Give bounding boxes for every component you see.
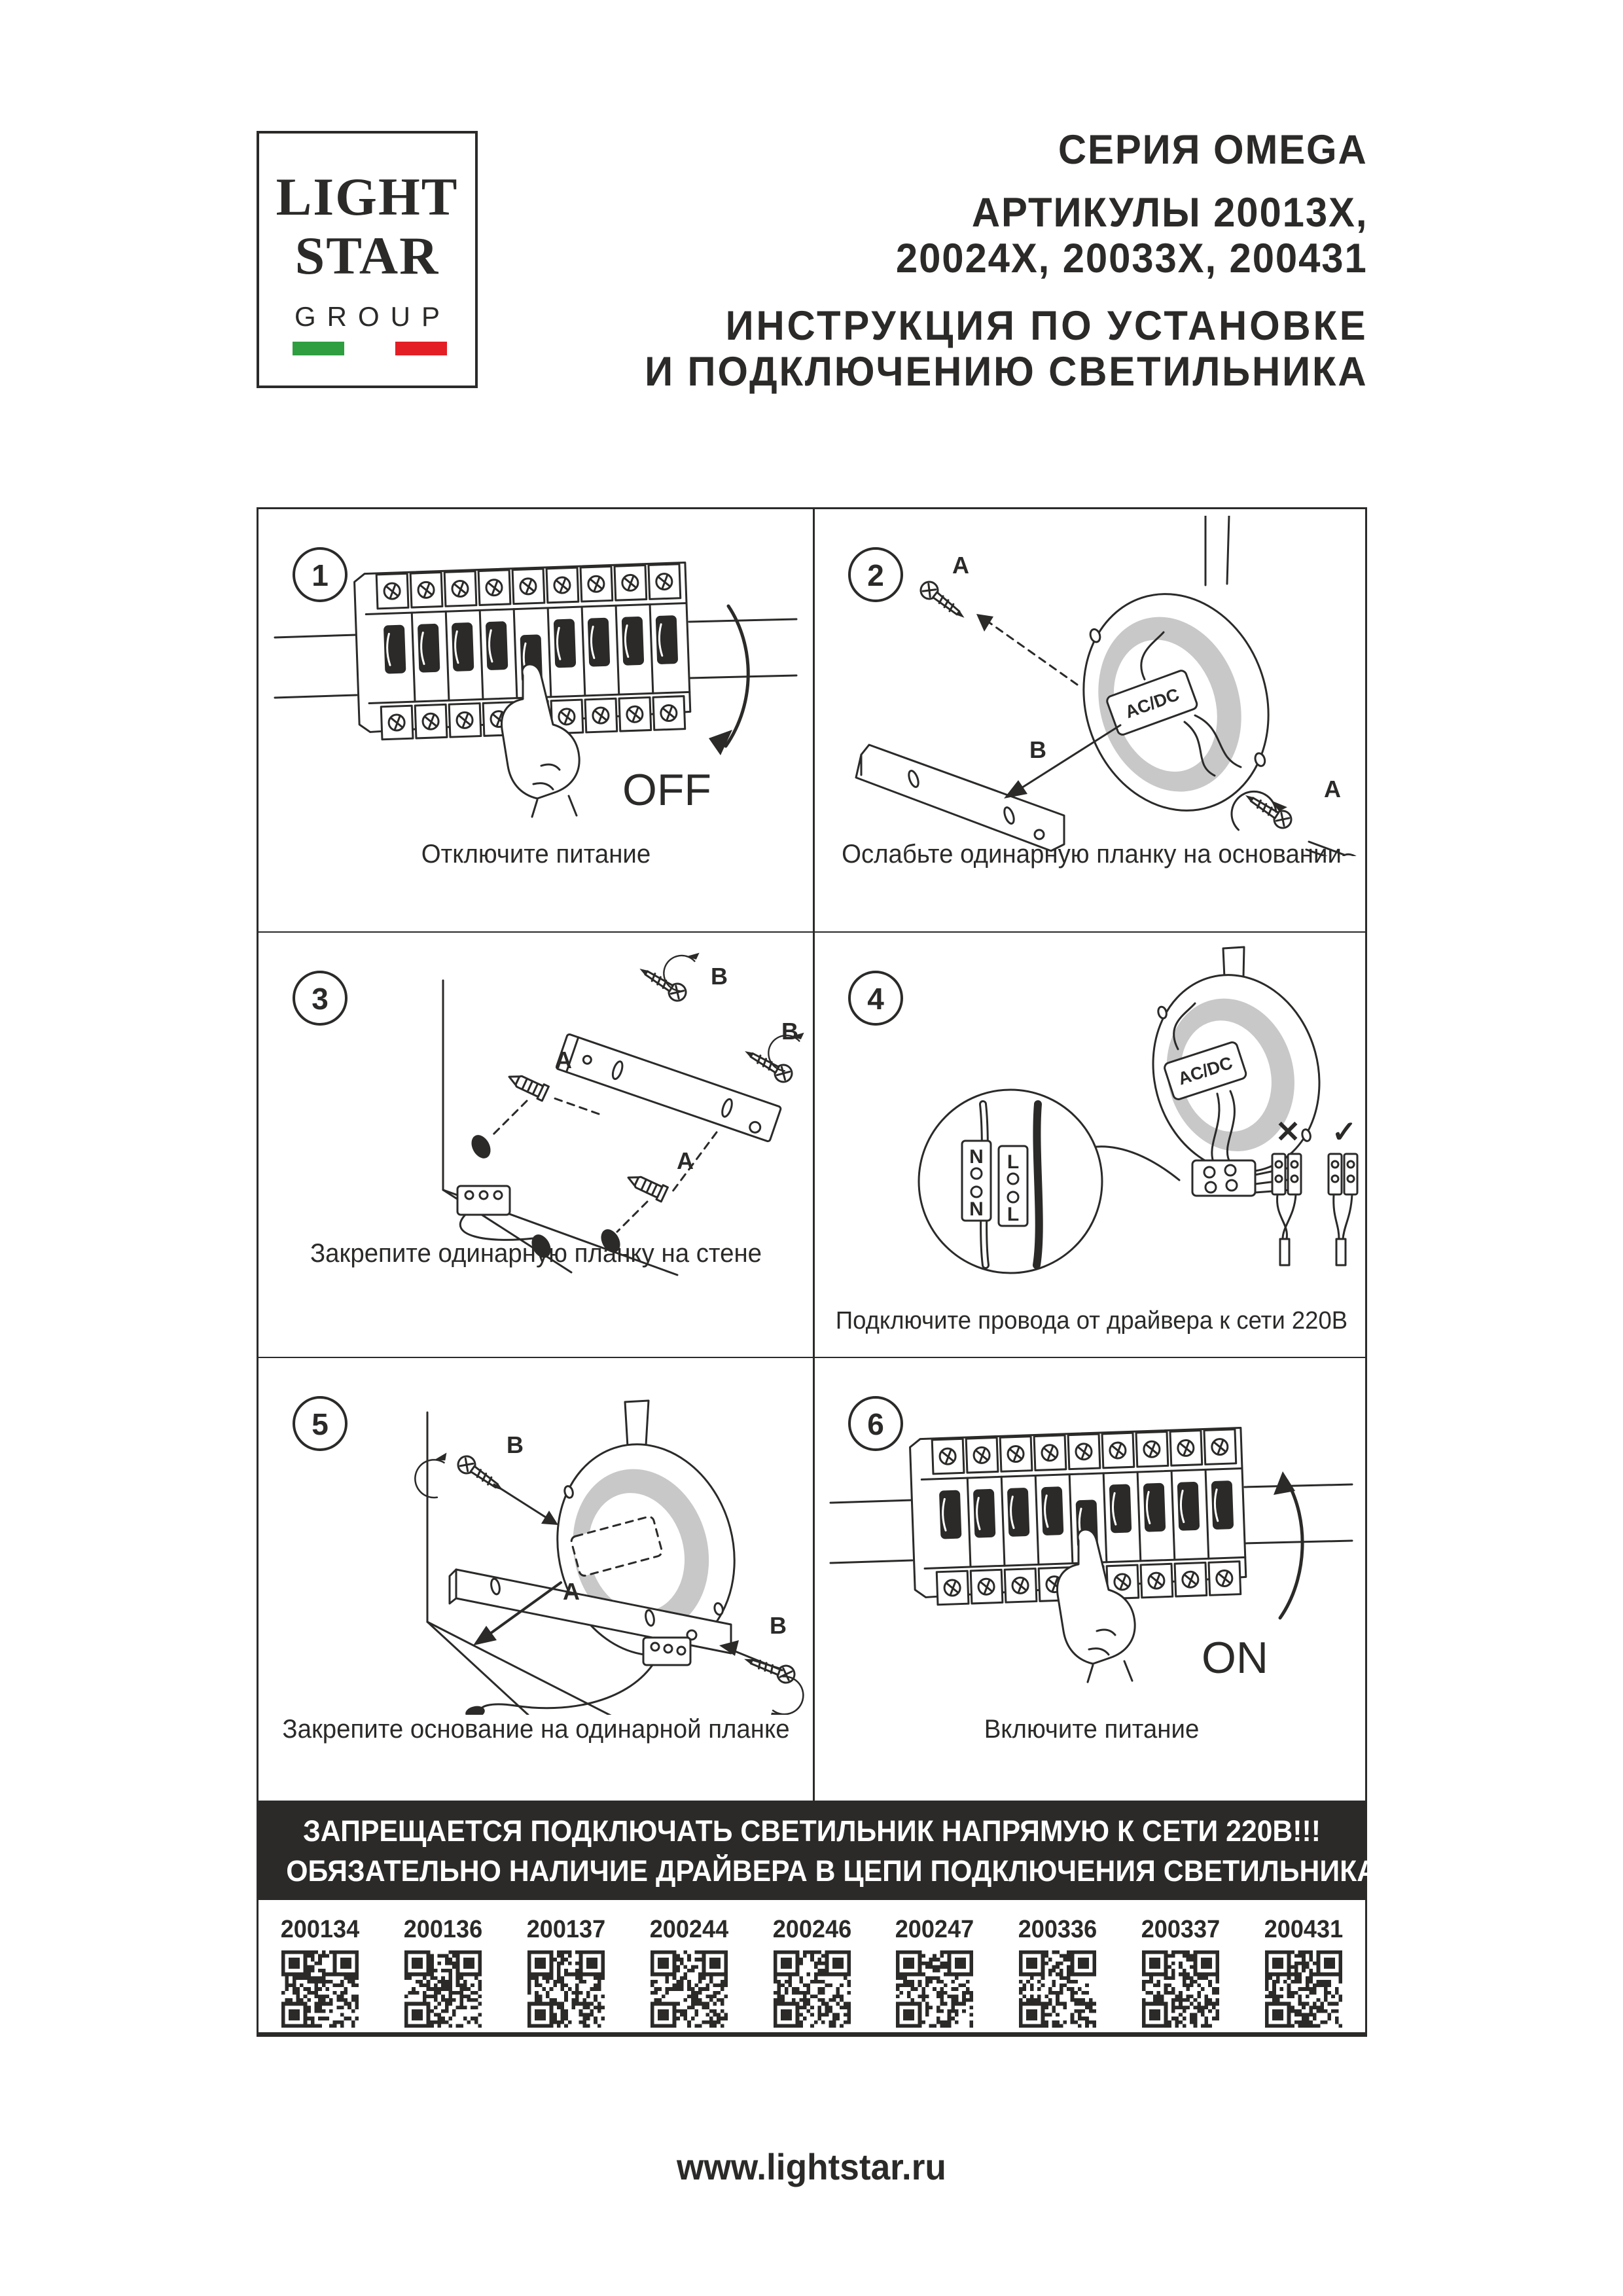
qr-column: [259, 1900, 382, 2039]
qr-column: [1119, 1900, 1242, 2039]
step-number-1: 1: [293, 547, 348, 602]
dowel-a2-label: A: [677, 1147, 694, 1174]
article-number: 200336: [1018, 1916, 1097, 1943]
step-4-caption: Подключите провода от драйвера к сети 220В: [835, 1307, 1348, 1335]
lightstar-logo: [257, 131, 478, 388]
qr-column: [1242, 1900, 1365, 2039]
warning-line-1: ЗАПРЕЩАЕТСЯ ПОДКЛЮЧАТЬ СВЕТИЛЬНИК НАПРЯМУЮ К СЕТИ 220В!!!: [302, 1814, 1321, 1848]
step-number-3: 3: [293, 971, 348, 1026]
step-3-panel: [259, 933, 813, 1357]
step-5-panel: [259, 1358, 813, 1801]
series-title: СЕРИЯ OMEGA: [1058, 127, 1368, 173]
qr-column: [996, 1900, 1119, 2039]
qr-column: [628, 1900, 751, 2039]
step-4-panel: [814, 933, 1369, 1357]
screw-a2-label: A: [1324, 776, 1341, 802]
article-number: 200246: [772, 1916, 851, 1943]
website-url: www.lightstar.ru: [677, 2146, 946, 2187]
logo-light: LIGHT: [276, 167, 459, 226]
terminal-n-top-label: N: [969, 1146, 984, 1168]
qr-code: [1019, 1950, 1096, 2028]
warning-line-2: ОБЯЗАТЕЛЬНО НАЛИЧИЕ ДРАЙВЕРА В ЦЕПИ ПОДКЛЮЧЕНИЯ СВЕТИЛЬНИКА!!!: [286, 1854, 1405, 1888]
screw-b2-label: B: [781, 1018, 798, 1045]
step-2-caption: Ослабьте одинарную планку на основании: [842, 840, 1342, 869]
step-3-caption: Закрепите одинарную планку на стене: [310, 1239, 762, 1268]
screw-a1-label: A: [952, 552, 969, 579]
article-number: 200247: [895, 1916, 974, 1943]
screw-b1-label: B: [711, 963, 728, 990]
right-mark: ✓: [1331, 1115, 1357, 1149]
terminal-l-bottom-label: L: [1007, 1204, 1020, 1225]
step-number-6: 6: [848, 1396, 903, 1451]
qr-column: [873, 1900, 996, 2039]
step-number-5: 5: [293, 1396, 348, 1451]
qr-code: [651, 1950, 728, 2028]
logo-star: STAR: [294, 226, 440, 285]
qr-code: [527, 1950, 605, 2028]
italian-flag-icon: [293, 342, 447, 355]
step-1-caption: Отключите питание: [421, 840, 651, 869]
on-label: ON: [1202, 1633, 1268, 1683]
logo-group: GROUP: [294, 301, 451, 332]
acdc-driver-label: AC/DC: [1175, 1052, 1235, 1089]
qr-code: [404, 1950, 482, 2028]
step-2-panel: [814, 509, 1369, 931]
arrow-b-label: B: [1029, 736, 1046, 763]
doc-title-line-2: И ПОДКЛЮЧЕНИЮ СВЕТИЛЬНИКА: [644, 349, 1368, 395]
article-number: 200136: [403, 1916, 483, 1943]
wrong-mark: ✕: [1275, 1115, 1301, 1149]
warning-banner: [259, 1801, 1405, 1900]
terminal-l-top-label: L: [1007, 1151, 1020, 1173]
step-1-panel: [259, 509, 813, 931]
article-number: 200431: [1264, 1916, 1344, 1943]
dowel-a1-label: A: [555, 1047, 572, 1073]
step-5-caption: Закрепите основание на одинарной планке: [282, 1715, 790, 1744]
screw-b2-label: B: [770, 1612, 787, 1639]
articles-line-2: 20024X, 20033X, 200431: [896, 236, 1368, 281]
qr-code: [896, 1950, 973, 2028]
article-number: 200244: [649, 1916, 728, 1943]
qr-code: [1265, 1950, 1342, 2028]
doc-title-line-1: ИНСТРУКЦИЯ ПО УСТАНОВКЕ: [725, 303, 1368, 349]
step-6-caption: Включите питание: [984, 1715, 1200, 1744]
qr-column: [505, 1900, 628, 2039]
qr-code: [774, 1950, 851, 2028]
article-number: 200137: [526, 1916, 605, 1943]
step-number-2: 2: [848, 547, 903, 602]
qr-code: [1142, 1950, 1219, 2028]
article-number: 200337: [1141, 1916, 1221, 1943]
step-number-4: 4: [848, 971, 903, 1026]
article-number: 200134: [280, 1916, 360, 1943]
qr-article-row: [259, 1900, 1365, 2039]
screw-b1-label: B: [507, 1431, 524, 1458]
terminal-n-bottom-label: N: [969, 1198, 984, 1220]
arrow-a-label: A: [563, 1578, 580, 1605]
off-label: OFF: [622, 765, 711, 815]
steps-grid: [257, 507, 1405, 2037]
articles-line-1: АРТИКУЛЫ 20013X,: [971, 190, 1368, 236]
step-6-panel: [814, 1358, 1369, 1801]
qr-column: [751, 1900, 874, 2039]
acdc-driver-label: AC/DC: [1122, 684, 1182, 723]
qr-column: [382, 1900, 505, 2039]
qr-code: [281, 1950, 359, 2028]
